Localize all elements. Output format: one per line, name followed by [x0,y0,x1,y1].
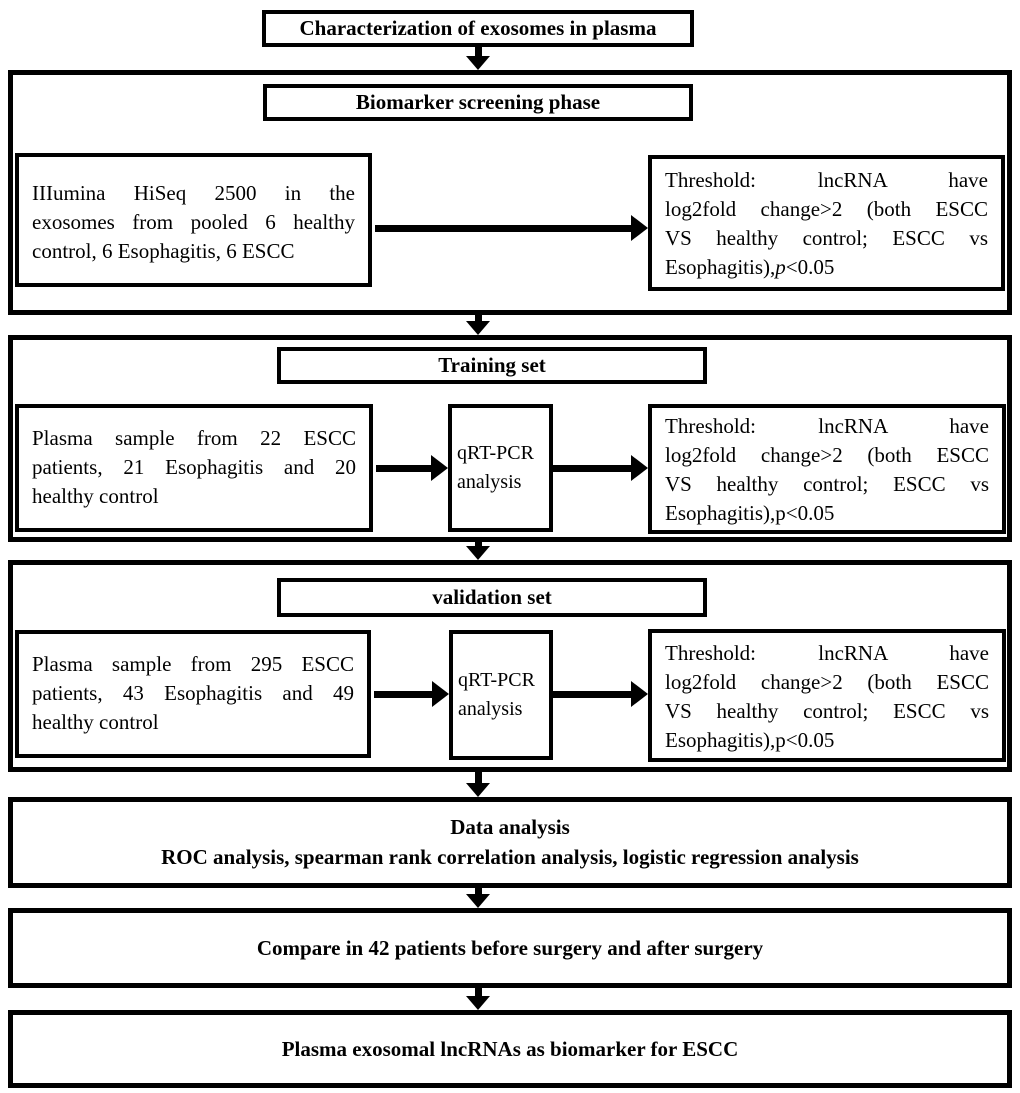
data-analysis-box [8,797,1012,888]
p-value-symbol: p [775,255,786,279]
sample-text-line: IIIumina HiSeq 2500 in the [32,181,355,205]
threshold-text-line: VS healthy control; ESCC vs [665,472,989,496]
arrow-down-icon [465,988,491,1010]
screening-sample-box [15,153,372,287]
threshold-text-line: log2fold change>2 (both ESCC [665,443,989,467]
threshold-text-part: Esophagitis), [665,255,776,279]
threshold-text-line: Esophagitis),p<0.05 [665,728,835,752]
sample-text-line: healthy control [32,484,159,508]
validation-title-label: validation set [432,585,552,609]
threshold-text-line: Threshold: lncRNA have [665,641,989,665]
training-sample-box [15,404,373,532]
arrow-right-icon [376,455,448,481]
top-title-label: Characterization of exosomes in plasma [299,16,657,40]
sample-text-line: control, 6 Esophagitis, 6 ESCC [32,239,295,263]
sample-text-line: Plasma sample from 295 ESCC [32,652,354,676]
arrow-down-icon [465,315,491,335]
threshold-text-part: <0.05 [785,255,835,279]
method-label: qRT-PCR analysis [458,669,535,720]
method-label: qRT-PCR analysis [457,442,534,493]
threshold-text-line: log2fold change>2 (both ESCC [665,670,989,694]
sample-text-line: Plasma sample from 22 ESCC [32,426,356,450]
threshold-text-line: log2fold change>2 (both ESCC [665,197,988,221]
threshold-text-line [665,253,988,282]
data-analysis-title: Data analysis [450,815,570,839]
screening-title-box [263,84,693,121]
sample-text-line: healthy control [32,710,159,734]
screening-title-label: Biomarker screening phase [355,90,601,114]
arrow-down-icon [465,542,491,560]
arrow-down-icon [465,47,491,70]
validation-title-box [277,578,707,617]
validation-threshold-box [648,629,1006,762]
arrow-right-icon [374,681,449,707]
threshold-text-line: VS healthy control; ESCC vs [665,699,989,723]
validation-sample-box [15,630,371,758]
compare-box [8,908,1012,988]
training-method-box [448,404,553,532]
sample-text-line: patients, 21 Esophagitis and 20 [32,455,356,479]
conclusion-label: Plasma exosomal lncRNAs as biomarker for ESCC [281,1036,739,1061]
training-threshold-box [648,404,1006,534]
data-analysis-detail: ROC analysis, spearman rank correlation analysis, logistic regression analysis [161,845,859,869]
arrow-down-icon [465,772,491,797]
conclusion-box [8,1010,1012,1088]
threshold-text-line: VS healthy control; ESCC vs [665,226,988,250]
arrow-down-icon [465,888,491,908]
top-title-box [262,10,694,47]
sample-text-line: patients, 43 Esophagitis and 49 [32,681,354,705]
compare-label: Compare in 42 patients before surgery and after surgery [256,935,764,960]
threshold-text-line: Threshold: lncRNA have [665,168,988,192]
sample-text-line: exosomes from pooled 6 healthy [32,210,355,234]
threshold-text-line: Esophagitis),p<0.05 [665,501,835,525]
validation-method-box [449,630,553,760]
arrow-right-icon [553,681,648,707]
screening-threshold-box [648,155,1005,291]
threshold-text-line: Threshold: lncRNA have [665,414,989,438]
arrow-right-icon [375,215,648,241]
training-title-box [277,347,707,384]
arrow-right-icon [553,455,648,481]
training-title-label: Training set [438,353,546,377]
